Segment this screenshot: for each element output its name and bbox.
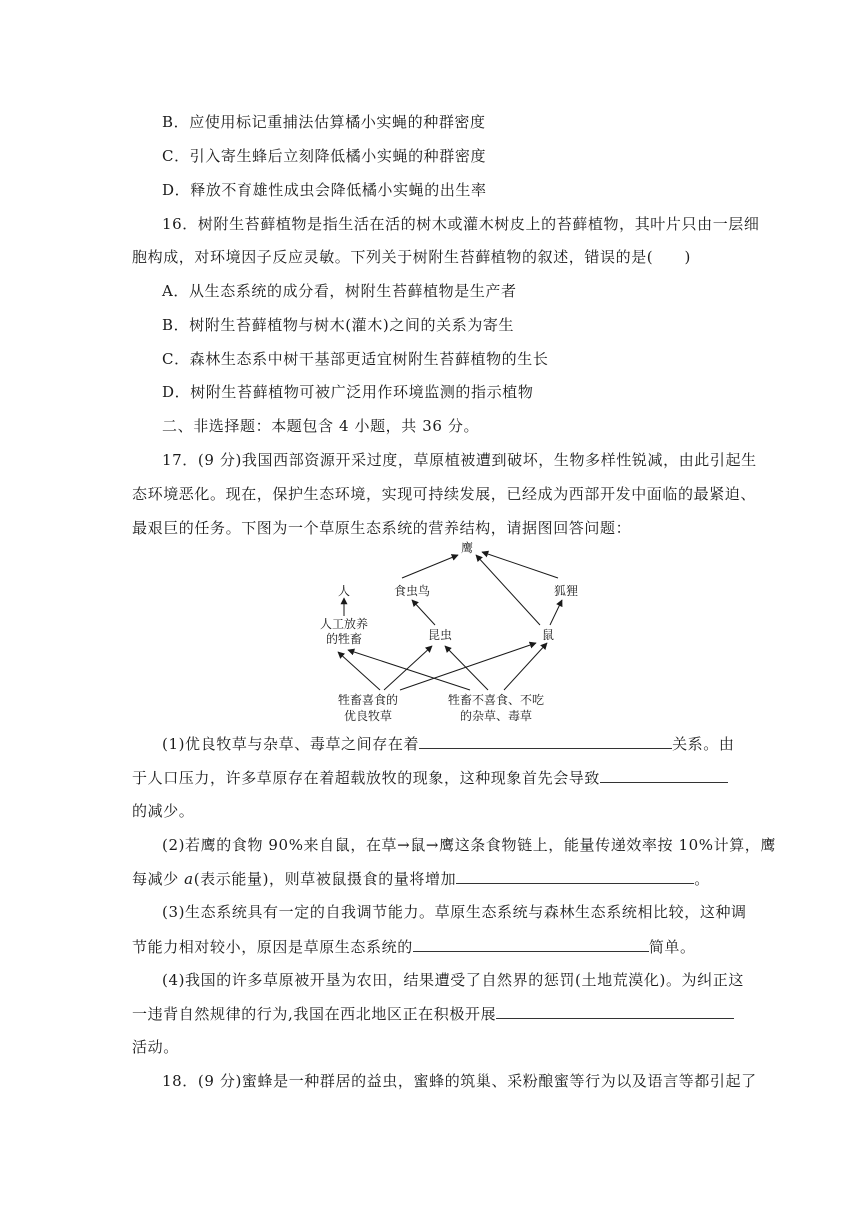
q17-part4-line1: (4)我国的许多草原被开垦为农田，结果遭受了自然界的惩罚(土地荒漠化)。为纠正这 — [162, 971, 744, 989]
q16-option-c: C．森林生态系中树干基部更适宜树附生苔藓植物的生长 — [162, 350, 549, 368]
q17-part3-text: 节能力相对较小，原因是草原生态系统的 — [132, 938, 413, 956]
q16-stem-line2: 胞构成，对环境因子反应灵敏。下列关于树附生苔藓植物的叙述，错误的是( ) — [132, 248, 691, 266]
node-fox: 狐狸 — [553, 584, 579, 598]
arrow-badgrass-to-mouse — [504, 643, 547, 690]
node-human: 人 — [337, 584, 351, 598]
node-livestock-line1: 人工放养 — [319, 617, 369, 631]
q17-stem-line3: 最艰巨的任务。下图为一个草原生态系统的营养结构，请据图回答问题： — [132, 519, 632, 537]
q15-option-d: D．释放不育雄性成虫会降低橘小实蝇的出生率 — [162, 181, 487, 199]
node-bird: 食虫鸟 — [393, 584, 431, 598]
arrow-badgrass-to-livestock — [348, 650, 470, 690]
node-mouse: 鼠 — [541, 628, 555, 642]
food-web-diagram — [300, 540, 600, 726]
q17-stem-line1: 17．(9 分)我国西部资源开采过度，草原植被遭到破坏，生物多样性锐减，由此引起生 — [162, 451, 757, 469]
q17-part1-text: (1)优良牧草与杂草、毒草之间存在着 — [162, 735, 420, 753]
answer-blank-4[interactable] — [413, 936, 649, 952]
variable-a: a — [184, 870, 194, 888]
q17-part1-line2 — [132, 767, 728, 788]
node-livestock-line2: 的牲畜 — [325, 632, 363, 646]
q17-part4-text: 一违背自然规律的行为,我国在西北地区正在积极开展 — [132, 1005, 497, 1023]
q17-part2-line1: (2)若鹰的食物 90%来自鼠，在草→鼠→鹰这条食物链上，能量传递效率按 10%计算，鹰 — [162, 836, 777, 854]
arrow-goodgrass-to-livestock — [338, 652, 380, 690]
q17-part3-line1: (3)生态系统具有一定的自我调节能力。草原生态系统与森林生态系统相比较，这种调 — [162, 903, 747, 921]
q15-option-c: C．引入寄生蜂后立刻降低橘小实蝇的种群密度 — [162, 147, 487, 165]
answer-blank-1[interactable] — [419, 733, 672, 749]
q17-part1-text-tail: 关系。由 — [672, 735, 735, 753]
q17-part3-text-tail: 简单。 — [648, 938, 696, 956]
q16-option-b: B．树附生苔藓植物与树木(灌木)之间的关系为寄生 — [162, 316, 515, 334]
food-web-arrows — [338, 552, 562, 690]
arrow-mouse-to-eagle — [476, 555, 540, 625]
answer-blank-5[interactable] — [496, 1003, 734, 1019]
q17-part2-line2 — [132, 868, 710, 889]
arrow-goodgrass-to-insect — [384, 646, 432, 690]
q17-part4-line3: 活动。 — [132, 1038, 179, 1056]
node-bad-grass-line1: 牲畜不喜食、不吃 — [447, 693, 545, 707]
arrow-mouse-to-fox — [550, 600, 562, 625]
q17-part1-line3: 的减少。 — [132, 802, 195, 820]
q17-part2-text: 每减少 — [132, 870, 185, 888]
q17-part1-line1 — [162, 733, 734, 754]
arrow-insect-to-bird — [412, 600, 435, 625]
node-good-grass-line1: 牲畜喜食的 — [337, 693, 399, 707]
answer-blank-2[interactable] — [600, 767, 728, 783]
q17-part2-text2: (表示能量)，则草被鼠摄食的量将增加 — [193, 870, 457, 888]
q17-part3-line2 — [132, 936, 696, 957]
section-two-heading: 二、非选择题：本题包含 4 小题，共 36 分。 — [162, 417, 480, 435]
q16-option-d: D．树附生苔藓植物可被广泛用作环境监测的指示植物 — [162, 383, 534, 401]
node-eagle: 鹰 — [460, 541, 474, 555]
q18-stem-line1: 18．(9 分)蜜蜂是一种群居的益虫，蜜蜂的筑巢、采粉酿蜜等行为以及语言等都引起了 — [162, 1072, 757, 1090]
node-insect: 昆虫 — [427, 628, 453, 642]
q17-part2-period: 。 — [694, 870, 710, 888]
node-bad-grass-line2: 的杂草、毒草 — [459, 709, 533, 723]
answer-blank-3[interactable] — [456, 868, 694, 884]
q17-part4-line2 — [132, 1003, 734, 1024]
arrow-goodgrass-to-mouse — [400, 643, 536, 690]
q17-part1-text2: 于人口压力，许多草原存在着超载放牧的现象，这种现象首先会导致 — [132, 769, 601, 787]
q17-stem-line2: 态环境恶化。现在，保护生态环境，实现可持续发展，已经成为西部开发中面临的最紧迫、 — [132, 485, 757, 503]
q16-stem-line1: 16．树附生苔藓植物是指生活在活的树木或灌木树皮上的苔藓植物，其叶片只由一层细 — [162, 215, 760, 233]
arrow-bird-to-eagle — [402, 555, 458, 578]
node-good-grass-line2: 优良牧草 — [343, 709, 393, 723]
q15-option-b: B．应使用标记重捕法估算橘小实蝇的种群密度 — [162, 113, 486, 131]
q16-option-a: A．从生态系统的成分看，树附生苔藓植物是生产者 — [162, 282, 517, 300]
